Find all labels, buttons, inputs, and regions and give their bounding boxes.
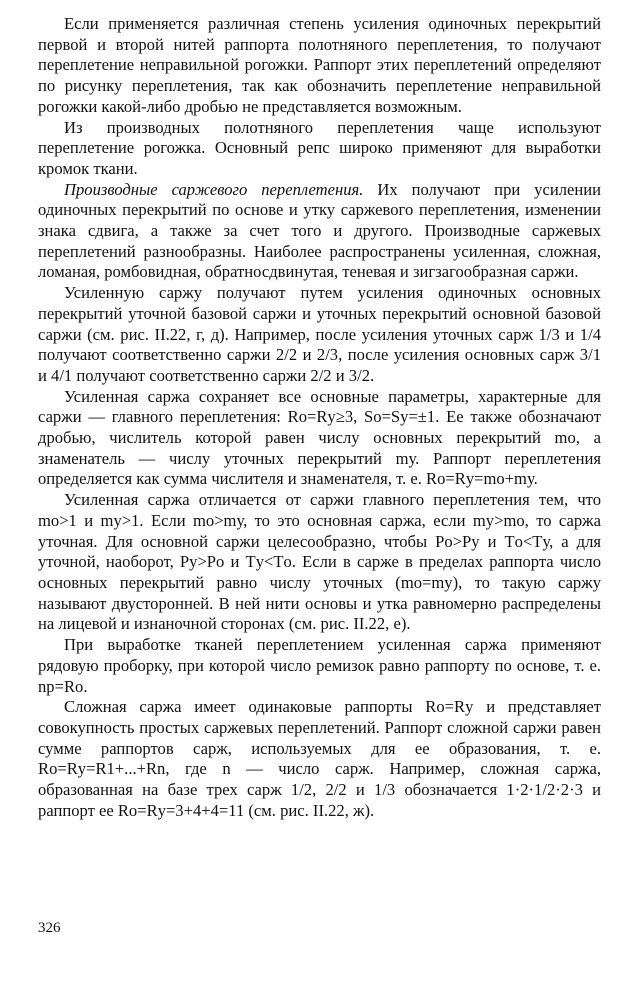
paragraph-twill-difference: Усиленная саржа отличается от саржи главного переплетения тем, что mо>1 и mу>1. Если mо>mу, то это основная саржа, если mу>mо, то саржа уточная. Для основной саржи целесообразно, чтобы Pо>Pу и Tо<Tу, а для уточной, наоборот, Pу>Pо и Tу<Tо. Если в сарже в пределах раппорта число основных перекрытий равно числу уточных (mо=mу), то такую саржу называют двусторонней. В ней нити основы и утка равномерно распределены на лицевой и изнаночной сторонах (см. рис. II.22, е).	[38, 490, 601, 634]
paragraph-twill-parameters: Усиленная саржа сохраняет все основные параметры, характерные для саржи — главного переплетения: Rо=Rу≥3, Sо=Sу=±1. Ее также обозначают дробью, числитель которой равен числу основных перекрытий mо, а знаменатель — числу уточных перекрытий mу. Раппорт переплетения определяется как сумма числителя и знаменателя, т. е. Rо=Rу=mо+mу.	[38, 386, 601, 489]
section-lead: Производные саржевого переплетения.	[64, 179, 364, 199]
paragraph-irregular-hopsack: Если применяется различная степень усиления одиночных перекрытий первой и второй нитей раппорта полотняного переплетения, то получают переплетение неправильной рогожки. Раппорт этих переплетений определяют по рисунку переплетения, так как обозначить переплетение неправильной рогожки какой-либо дробью не представляется возможным.	[38, 14, 601, 116]
paragraph-reinforced-twill: Усиленную саржу получают путем усиления одиночных основных перекрытий уточной базовой саржи и уточных перекрытий основной базовой саржи (см. рис. II.22, г, д). Например, после усиления уточных сарж 1/3 и 1/4 получают соответственно саржи 2/2 и 2/3, после усиления основных сарж 3/1 и 4/1 получают соответственно саржи 2/2 и 3/2.	[38, 283, 601, 385]
paragraph-twill-derivatives	[38, 180, 601, 284]
paragraph-drafting: При выработке тканей переплетением усиленная саржа применяют рядовую проборку, при которой число ремизок равно раппорту по основе, т. е. nр=Rо.	[38, 635, 601, 696]
paragraph-plain-derivatives: Из производных полотняного переплетения чаще используют переплетение рогожка. Основный репс широко применяют для выработки кромок ткани.	[38, 117, 601, 178]
paragraph-complex-twill: Сложная саржа имеет одинаковые раппорты Rо=Rу и представляет совокупность простых саржевых переплетений. Раппорт сложной саржи равен сумме раппортов сарж, используемых для ее образования, т. е. Rо=Rу=R1+...+Rn, где n — число сарж. Например, сложная саржа, образованная на базе трех сарж 1/2, 2/2 и 1/3 обозначается 1·2·1/2·2·3 и раппорт ее Rо=Rу=3+4+4=11 (см. рис. II.22, ж).	[38, 697, 601, 820]
page-number: 326	[38, 920, 61, 936]
section-text: Их получают при усилении одиночных перекрытий по основе и утку саржевого переплетения, изменении знака сдвига, а также за счет того и другого. Производные саржевых переплетений разнообразны. Наиболее распространены усиленная, сложная, ломаная, ромбовидная, обратносдвинутая, теневая и зигзагообразная саржи.	[38, 179, 602, 282]
